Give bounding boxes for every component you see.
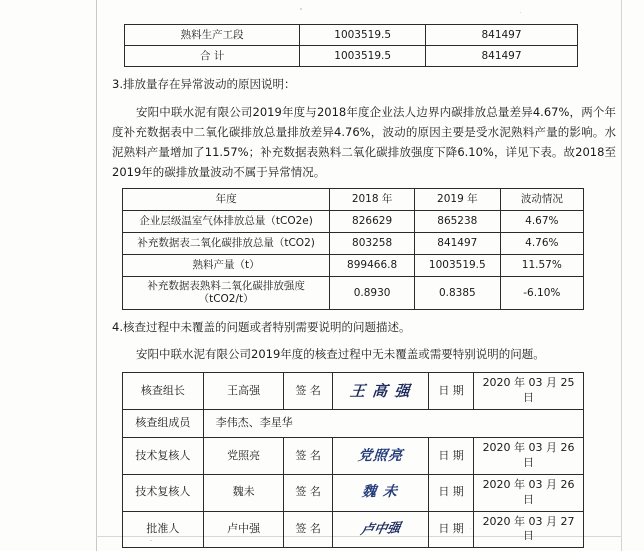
col-header-change: 波动情况	[500, 189, 583, 210]
sign-label: 签 名	[284, 438, 332, 475]
table-row	[123, 373, 584, 410]
handwritten-signature: 党照亮	[357, 447, 404, 464]
row-item: 补充数据表熟料二氧化碳排放强度（tCO2/t）	[123, 276, 330, 309]
date-value: 2020 年 03 月 25 日	[474, 373, 584, 410]
date-label: 日 期	[429, 511, 474, 548]
document-content	[112, 24, 616, 548]
person-name: 卢中强	[203, 511, 284, 548]
section-4-heading: 4.核查过程中未覆盖的问题或者特别需要说明的问题描述。	[112, 319, 411, 334]
cell-change: 4.76%	[500, 232, 583, 254]
page-left-edge	[96, 0, 97, 551]
section-3-body: 安阳中联水泥有限公司2019年度与2018年度企业法人边界内碳排放总量差异4.67%，两个年度补充数据表中二氧化碳排放总量排放差异4.76%，波动的原因主要是受水泥熟料产量的影响。水泥熟料产量增加了11.57%；补充数据表熟料二氧化碳排放强度下降6.10%，详见下表。故2018至2019年的碳排放量波动不属于异常情况。	[112, 104, 616, 180]
sign-label: 签 名	[284, 474, 332, 511]
row-label: 熟料生产工段	[125, 25, 300, 46]
cell-2018: 0.8930	[330, 276, 415, 309]
table-header-row	[123, 189, 584, 210]
emissions-summary-table	[124, 24, 578, 67]
cell-2018: 826629	[330, 210, 415, 232]
role-label: 批准人	[123, 511, 204, 548]
date-value: 2020 年 03 月 26 日	[474, 438, 584, 475]
variance-table	[122, 188, 584, 309]
table-row	[123, 276, 584, 309]
cell-change: 11.57%	[500, 254, 583, 276]
signature-table	[122, 372, 584, 548]
date-value: 2020 年 03 月 26 日	[474, 474, 584, 511]
sign-label: 签 名	[284, 511, 332, 548]
person-name: 李伟杰、李星华	[203, 410, 583, 438]
date-label: 日 期	[429, 438, 474, 475]
row-value-2019: 1003519.5	[300, 25, 426, 46]
row-item: 企业层级温室气体排放总量（tCO2e)	[123, 210, 330, 232]
role-label: 技术复核人	[123, 474, 204, 511]
handwritten-signature: 魏 未	[361, 484, 400, 501]
date-value: 2020 年 03 月 27 日	[474, 511, 584, 548]
col-header-2018: 2018 年	[330, 189, 415, 210]
role-label: 核查组成员	[123, 410, 204, 438]
row-value-co2: 841497	[426, 25, 578, 46]
person-name: 魏未	[203, 474, 284, 511]
sign-label: 签 名	[284, 373, 332, 410]
handwritten-signature: 卢中强	[359, 520, 402, 538]
cell-change: -6.10%	[500, 276, 583, 309]
cell-2018: 803258	[330, 232, 415, 254]
table-row	[125, 25, 578, 46]
table-row	[123, 438, 584, 475]
signature-mark	[332, 373, 428, 410]
handwritten-signature: 王 高 强	[349, 381, 412, 400]
cell-2019: 1003519.5	[414, 254, 500, 276]
section-4-body: 安阳中联水泥有限公司2019年度的核查过程中无未覆盖或需要特别说明的问题。	[136, 347, 545, 362]
cell-2018: 899466.8	[330, 254, 415, 276]
cell-2019: 865238	[414, 210, 500, 232]
person-name: 党照亮	[203, 438, 284, 475]
date-label: 日 期	[429, 373, 474, 410]
date-label: 日 期	[429, 474, 474, 511]
cell-2019: 841497	[414, 232, 500, 254]
row-value-2019: 1003519.5	[300, 46, 426, 67]
role-label: 核查组长	[123, 373, 204, 410]
row-label: 合 计	[125, 46, 300, 67]
row-value-co2: 841497	[426, 46, 578, 67]
table-row	[123, 232, 584, 254]
cell-2019: 0.8385	[414, 276, 500, 309]
role-label: 技术复核人	[123, 438, 204, 475]
cell-change: 4.67%	[500, 210, 583, 232]
page-right-edge	[621, 0, 622, 551]
signature-mark	[332, 511, 428, 548]
table-row	[123, 254, 584, 276]
signature-mark	[332, 474, 428, 511]
table-row	[123, 511, 584, 548]
col-header-year: 年度	[123, 189, 330, 210]
signature-mark	[332, 438, 428, 475]
row-item: 补充数据表二氧化碳排放总量（tCO2)	[123, 232, 330, 254]
table-row	[123, 474, 584, 511]
table-row	[123, 410, 584, 438]
row-item: 熟料产量（t）	[123, 254, 330, 276]
table-row	[123, 210, 584, 232]
col-header-2019: 2019 年	[414, 189, 500, 210]
person-name: 王高强	[203, 373, 284, 410]
table-row	[125, 46, 578, 67]
section-3-heading: 3.排放量存在异常波动的原因说明：	[112, 77, 296, 92]
